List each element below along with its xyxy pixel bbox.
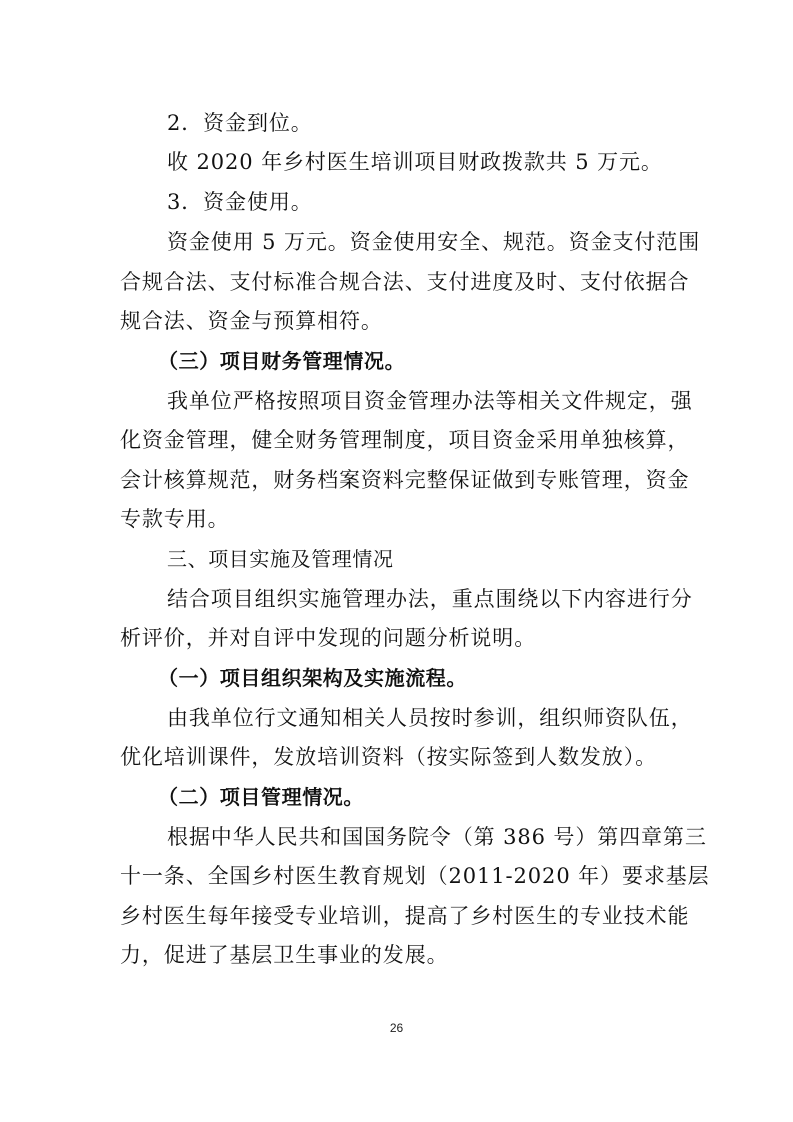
paragraph-line: 力，促进了基层卫生事业的发展。 bbox=[120, 943, 449, 967]
paragraph-line: 我单位严格按照项目资金管理办法等相关文件规定，强 bbox=[167, 389, 693, 413]
paragraph-line: 会计核算规范，财务档案资料完整保证做到专账管理，资金 bbox=[120, 468, 690, 492]
paragraph-line: 收 2020 年乡村医生培训项目财政拨款共 5 万元。 bbox=[167, 150, 663, 174]
paragraph-line: 资金使用 5 万元。资金使用安全、规范。资金支付范围 bbox=[167, 230, 701, 254]
paragraph-line: 结合项目组织实施管理办法，重点围绕以下内容进行分 bbox=[167, 587, 693, 611]
paragraph-line: 专款专用。 bbox=[120, 507, 230, 531]
paragraph-line: 十一条、全国乡村医生教育规划（2011-2020 年）要求基层 bbox=[120, 864, 710, 888]
section-heading: 三、项目实施及管理情况 bbox=[167, 547, 394, 571]
paragraph-line: 根据中华人民共和国国务院令（第 386 号）第四章第三 bbox=[167, 825, 707, 849]
subsection-heading: （三）项目财务管理情况。 bbox=[158, 349, 406, 373]
subsection-heading: （一）项目组织架构及实施流程。 bbox=[158, 666, 467, 690]
paragraph-line: 优化培训课件，发放培训资料（按实际签到人数发放）。 bbox=[120, 745, 657, 769]
paragraph-line: 合规合法、支付标准合规合法、支付进度及时、支付依据合 bbox=[120, 270, 690, 294]
paragraph-line: 规合法、资金与预算相符。 bbox=[120, 309, 383, 333]
page-number: 26 bbox=[389, 1021, 404, 1035]
paragraph-line: 3．资金使用。 bbox=[167, 190, 313, 214]
paragraph-line: 化资金管理，健全财务管理制度，项目资金采用单独核算， bbox=[120, 428, 690, 452]
paragraph-line: 乡村医生每年接受专业培训，提高了乡村医生的专业技术能 bbox=[120, 904, 690, 928]
subsection-heading: （二）项目管理情况。 bbox=[158, 785, 364, 809]
paragraph-line: 2．资金到位。 bbox=[167, 111, 313, 135]
paragraph-line: 析评价，并对自评中发现的问题分析说明。 bbox=[120, 626, 537, 650]
paragraph-line: 由我单位行文通知相关人员按时参训，组织师资队伍， bbox=[167, 706, 693, 730]
